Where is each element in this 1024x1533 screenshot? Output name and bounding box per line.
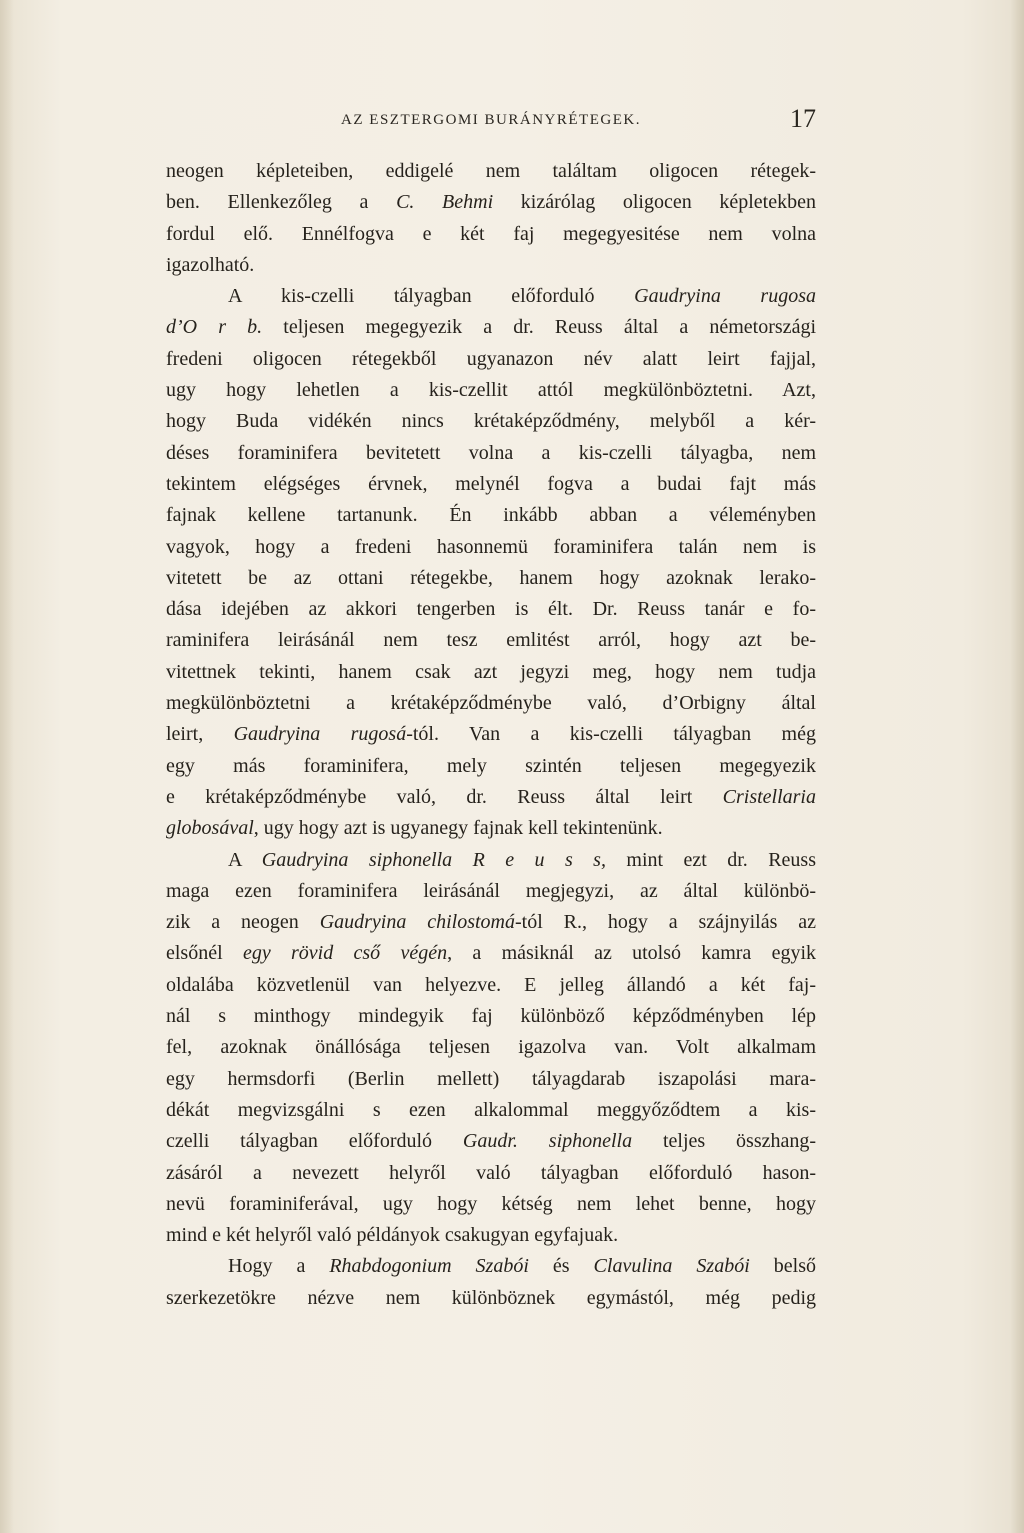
text-line [166,563,816,594]
text-run: , a másiknál az utolsó kamra egyik [447,942,817,965]
text-run: mint ezt dr. Reuss [605,848,816,871]
text-line [166,845,816,876]
text-line [166,1064,816,1095]
running-head: AZ ESZTERGOMI BURÁNYRÉTEGEK. [341,112,641,128]
italic-text: Gaudr. siphonella [462,1130,633,1153]
text-run: fajnak kellene tartanunk. Én inkább abban a véleményben [166,504,816,527]
text-run: zásáról a nevezett helyről való tályagban előforduló hason- [166,1161,816,1184]
text-run: fel, azoknak önállósága teljesen igazolva van. Volt alkalmam [166,1036,816,1059]
text-run: Hogy a [228,1255,330,1278]
text-line [166,1220,816,1251]
text-line [166,1095,816,1126]
text-line [166,970,816,1001]
text-line [166,250,816,281]
text-run: hogy Buda vidékén nincs krétaképződmény, melyből a kér- [166,410,816,433]
text-line [166,876,816,907]
text-line [166,813,816,844]
text-line [166,1189,816,1220]
text-run: -tól R., hogy a szájnyilás az [515,911,816,934]
text-line [166,312,816,343]
text-line [166,469,816,500]
page-edge-right [1010,0,1024,1533]
text-line [166,281,816,312]
text-line [166,219,816,250]
text-line [166,594,816,625]
text-run: zik a neogen [166,911,320,934]
italic-text: d’O r b. [166,316,263,339]
italic-text: egy rövid cső végén [242,942,448,965]
text-line [166,187,816,218]
italic-text: Gaudryina chilostomá [319,911,515,934]
text-run: tekintem elégséges érvnek, melynél fogva a budai fajt más [166,472,816,495]
text-line [166,688,816,719]
text-run: és [528,1255,594,1278]
italic-text: globosával [166,817,254,840]
text-line [166,625,816,656]
text-run: dása idejében az akkori tengerben is élt. Dr. Reuss tanár e fo- [166,598,816,621]
italic-text: Cristellaria [722,785,816,808]
text-line [166,938,816,969]
text-run: vitetett be az ottani rétegekbe, hanem hogy azoknak lerako- [166,566,816,589]
text-run: A [228,848,262,871]
text-line [166,1001,816,1032]
text-run: belső [749,1255,816,1278]
text-run: fredeni oligocen rétegekből ugyanazon név alatt leirt fajjal, [166,347,816,370]
text-line [166,375,816,406]
text-line [166,782,816,813]
text-run: , ugy hogy azt is ugyanegy fajnak kell tekintenünk. [253,817,663,840]
text-line [166,719,816,750]
text-run: A kis-czelli tályagban előforduló [228,285,635,308]
text-run: vagyok, hogy a fredeni hasonnemü foraminifera talán nem is [166,535,816,558]
text-run: czelli tályagban előforduló [166,1130,463,1153]
text-run: vitettnek tekinti, hanem csak azt jegyzi meg, hogy nem tudja [166,660,816,683]
text-line [166,156,816,187]
text-run: elsőnél [166,942,243,965]
text-run: leirt, [166,723,234,746]
italic-text: C. Behmi [396,191,494,214]
text-line [166,1032,816,1063]
text-run: teljes összhang- [632,1130,817,1153]
text-run: egy más foraminifera, mely szintén teljesen megegyezik [166,754,816,777]
text-run: oldalába közvetlenül van helyezve. E jelleg állandó a két faj- [166,973,816,996]
text-run: neogen képleteiben, eddigelé nem találtam oligocen rétegek- [166,160,816,182]
page-edge-left [0,0,14,1533]
text-line [166,344,816,375]
text-run: nevü foraminiferával, ugy hogy kétség nem lehet benne, hogy [166,1192,816,1215]
italic-text: Gaudryina siphonella R e u s s, [261,848,606,871]
text-run: igazolható. [166,253,255,276]
text-run: szerkezetökre nézve nem különböznek egymástól, még pedig [166,1286,816,1309]
text-run: ugy hogy lehetlen a kis-czellit attól megkülönböztetni. Azt, [166,379,816,402]
text-run: dékát megvizsgálni s ezen alkalommal meggyőződtem a kis- [166,1098,816,1121]
text-line [166,1251,816,1282]
page-number: 17 [790,104,816,133]
italic-text: Gaudryina rugosá [233,723,407,746]
text-run: fordul elő. Ennélfogva e két faj megegyesitése nem volna [166,222,816,245]
text-run: mind e két helyről való példányok csakugyan egyfajuak. [166,1224,619,1247]
text-run: déses foraminifera bevitetett volna a kis-czelli tályagba, nem [166,441,816,464]
text-run: e krétaképződménybe való, dr. Reuss által leirt [166,785,723,808]
text-line [166,1126,816,1157]
italic-text: Gaudryina rugosa [634,285,816,308]
text-run: egy hermsdorfi (Berlin mellett) tályagdarab iszapolási mara- [166,1067,816,1090]
text-line [166,500,816,531]
text-run: nál s minthogy mindegyik faj különböző képződményben lép [166,1005,816,1028]
text-run: ben. Ellenkezőleg a [166,191,397,214]
text-run: -tól. Van a kis-czelli tályagban még [406,723,816,746]
italic-text: Clavulina Szabói [593,1255,750,1278]
text-line [166,406,816,437]
text-run: megkülönböztetni a krétaképződménybe való, d’Orbigny által [166,692,816,715]
text-run: maga ezen foraminifera leirásánál megjegyzi, az által különbö- [166,879,816,902]
text-run: raminifera leirásánál nem tesz emlitést arról, hogy azt be- [166,629,816,652]
text-line [166,1158,816,1189]
text-run: kizárólag oligocen képletekben [493,191,816,214]
text-line [166,1283,816,1314]
text-line [166,532,816,563]
text-line [166,438,816,469]
text-line [166,657,816,688]
text-run: teljesen megegyezik a dr. Reuss által a németországi [262,316,816,339]
text-line [166,907,816,938]
page-header [166,104,816,138]
body-text [166,156,816,1314]
italic-text: Rhabdogonium Szabói [329,1255,529,1278]
text-line [166,751,816,782]
